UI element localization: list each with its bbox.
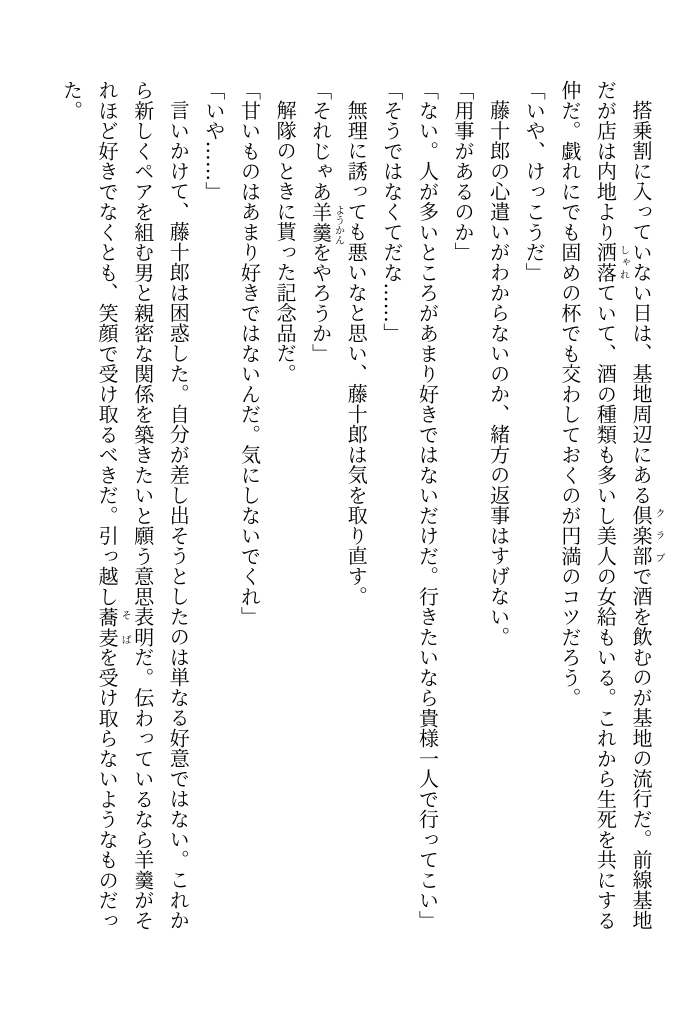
narration-line: ら新しくペアを組む男と親密な関係を築きたいと願う意思表明だ。伝わっているなら羊羹がそ	[130, 80, 155, 931]
ruby-group	[629, 505, 664, 566]
text-segment: を受け取らないようなものだっ	[95, 647, 120, 931]
narration-line: 仲だ。戯れにでも固めの杯でも交わしておくのが円満のコツだろう。	[557, 80, 582, 708]
vertical-text-body	[53, 80, 664, 936]
ruby-group	[95, 606, 131, 648]
ruby-annotation: ようかん	[332, 204, 344, 245]
ruby-base: 洒落	[593, 242, 618, 283]
ruby-annotation: クラブ	[653, 508, 664, 563]
dialogue-line: 「用事があるのか」	[451, 80, 476, 263]
narration-line: 藤十郎の心遣いがわからないのか、緒方の返事はすげない。	[486, 100, 511, 647]
ruby-annotation: そば	[119, 609, 131, 644]
ruby-group	[308, 201, 344, 245]
dialogue-line: 「ない。人が多いところがあまり好きではないだけだ。行きたいなら貴様一人で行ってこい」	[415, 80, 440, 931]
ruby-annotation: しゃれ	[617, 245, 629, 280]
narration-line	[587, 80, 629, 936]
text-segment: をやろうか」	[308, 242, 333, 364]
text-segment: 搭乗割に入っていない日は、基地周辺にある	[629, 100, 653, 506]
dialogue-line: 「いや……」	[201, 80, 226, 202]
dialogue-line: 「いや、けっこうだ」	[522, 80, 547, 283]
narration-line	[622, 80, 664, 936]
narration-line: 言いかけて、藤十郎は困惑した。自分が差し出そうとしたのは単なる好意ではない。これか	[166, 100, 191, 931]
ruby-group	[593, 242, 629, 283]
text-segment: で酒を飲むのが基地の流行だ。前線基地	[629, 566, 653, 931]
ruby-base: 倶楽部	[629, 505, 653, 566]
ruby-base: 羊羹	[308, 201, 333, 242]
text-segment: だが店は内地より	[593, 80, 618, 242]
dialogue-line: 「甘いものはあまり好きではないんだ。気にしないでくれ」	[237, 80, 262, 627]
dialogue-line	[302, 80, 344, 936]
text-segment: 「それじゃあ	[308, 80, 333, 202]
text-segment: れほど好きでなくとも、笑顔で受け取るべきだ。引っ越し	[95, 80, 120, 607]
narration-line: 無理に誘っても悪いなと思い、藤十郎は気を取り直す。	[344, 100, 369, 607]
narration-line: 解隊のときに貰った記念品だ。	[273, 100, 298, 384]
text-segment: ていて、酒の種類も多いし美人の女給もいる。これから生死を共にする	[593, 282, 618, 931]
narration-line: た。	[59, 80, 84, 121]
dialogue-line: 「そうではなくてだな……」	[379, 80, 404, 344]
ruby-base: 蕎麦	[95, 606, 120, 647]
narration-line	[89, 80, 131, 936]
